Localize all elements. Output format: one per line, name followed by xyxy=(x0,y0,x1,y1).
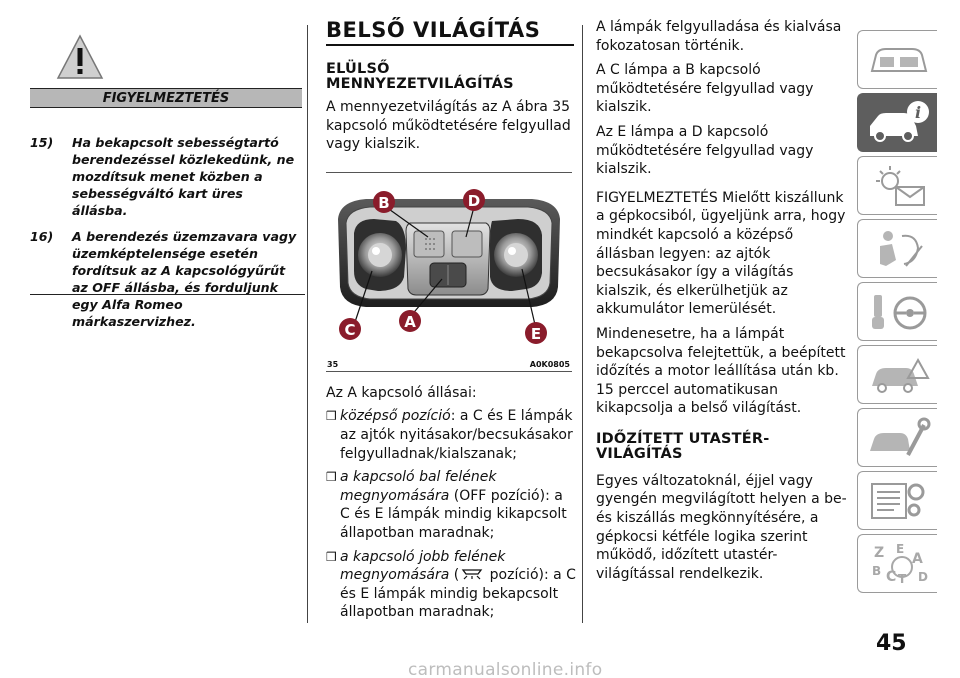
warning-item-text: Ha bekapcsolt sebességtartó berendezéssel közlekedünk, ne mozdítsuk menet közben a sebességváltó kart üres állásba. xyxy=(72,135,295,218)
callout-c xyxy=(339,318,361,340)
key-steering-wheel-icon xyxy=(866,289,932,335)
checkbox-bullet-icon: ❒ xyxy=(326,409,337,424)
paragraph: A lámpák felgyulladása és kialvása fokozatosan történik. xyxy=(596,19,842,54)
bullet-italic: a kapcsoló bal felének megnyomására xyxy=(340,469,497,504)
page-number: 45 xyxy=(876,631,907,656)
tab-dashboard[interactable] xyxy=(857,30,937,89)
warning-light-envelope-icon xyxy=(866,163,932,209)
callout-b-label: B xyxy=(378,193,390,212)
figure-code: A0K0805 xyxy=(529,359,570,369)
bullet-rest: pozíció): a C és E lámpák mindig bekapcsolt állapotban maradnak; xyxy=(340,567,576,621)
car-breakdown-icon xyxy=(866,352,932,398)
heading-rule xyxy=(326,44,574,46)
tab-car-info[interactable] xyxy=(857,93,937,152)
paragraph: Egyes változatoknál, éjjel vagy gyengén megvilágított helyen a be- és kiszállás megkönnyítésére, a gépkocsi kétféle logika szerint működő, időzített utastér-világítással rendelkezik. xyxy=(596,472,847,582)
bullet-rest: (OFF pozíció): a C és E lámpák mindig kikapcsolt állapotban maradnak; xyxy=(340,487,567,541)
svg-text:A: A xyxy=(912,551,923,567)
warning-triangle-icon xyxy=(56,34,104,80)
tab-warning-lights[interactable] xyxy=(857,156,937,215)
warning-item-text: A berendezés üzemzavara vagy üzemképtelensége esetén fordítsuk az A kapcsológyűrűt az OFF állásba, és forduljunk egy Alfa Romeo márkaszervizhez. xyxy=(72,229,297,329)
car-info-icon xyxy=(866,100,932,146)
tab-maintenance[interactable] xyxy=(857,408,937,467)
paragraph: Mindenesetre, ha a lámpát bekapcsolva felejtettük, a beépített időzítés a motor leállítása után kb. 15 perccel automatikusan kikapcsolja a belső világítást. xyxy=(596,325,846,417)
warning-item-number: 15) xyxy=(30,135,54,150)
figure-35 xyxy=(326,172,572,372)
alphabet-index-icon xyxy=(866,541,932,587)
tab-technical-data[interactable] xyxy=(857,471,937,530)
column-divider xyxy=(582,25,583,623)
warning-body xyxy=(30,134,302,339)
callout-a xyxy=(399,310,421,332)
wrench-car-icon xyxy=(866,415,932,461)
warning-title: FIGYELMEZTETÉS xyxy=(30,88,302,108)
warning-bottom-rule xyxy=(30,294,305,295)
svg-text:C: C xyxy=(886,569,897,585)
svg-text:B: B xyxy=(872,564,882,578)
figure-number: 35 xyxy=(327,359,339,369)
interior-lighting-column xyxy=(326,18,576,622)
callout-a-label: A xyxy=(404,312,416,331)
callout-e-label: E xyxy=(530,324,542,343)
paragraph: A C lámpa a B kapcsoló működtetésére felgyullad vagy kialszik. xyxy=(596,62,814,116)
callout-d xyxy=(463,189,485,211)
svg-text:E: E xyxy=(896,542,905,556)
bullet-italic: középső pozíció xyxy=(340,408,451,425)
checkbox-bullet-icon: ❒ xyxy=(326,470,337,485)
svg-text:i: i xyxy=(914,103,922,122)
tab-index[interactable] xyxy=(857,534,937,593)
warning-item-number: 16) xyxy=(30,229,54,244)
svg-text:Z: Z xyxy=(874,545,885,561)
tab-safety[interactable] xyxy=(857,219,937,278)
bullet-item xyxy=(326,548,576,622)
ceiling-light-illustration xyxy=(326,179,572,359)
column-divider xyxy=(307,25,308,623)
lighting-details-column xyxy=(596,18,848,583)
chapter-tabs xyxy=(857,30,937,597)
warning-item xyxy=(30,228,302,330)
watermark: carmanualsonline.info xyxy=(408,660,603,678)
svg-text:T: T xyxy=(898,572,907,586)
warning-item xyxy=(30,134,302,219)
bullet-item xyxy=(326,468,576,542)
bullet-rest: : a C és E lámpák az ajtók nyitásakor/becsukásakor felgyulladnak/kialszanak; xyxy=(340,408,573,462)
tab-starting-driving[interactable] xyxy=(857,282,937,341)
airbag-seat-icon xyxy=(866,226,932,272)
checkbox-bullet-icon: ❒ xyxy=(326,549,337,564)
bullet-item xyxy=(326,407,576,463)
car-dashboard-icon xyxy=(866,37,932,83)
callout-e xyxy=(525,322,547,344)
positions-intro: Az A kapcsoló állásai: xyxy=(326,384,477,401)
paragraph: A mennyezetvilágítás az A ábra 35 kapcsoló működtetésére felgyullad vagy kialszik. xyxy=(326,99,571,153)
section-heading: BELSŐ VILÁGÍTÁS xyxy=(326,18,541,42)
paragraph: Az E lámpa a D kapcsoló működtetésére felgyullad vagy kialszik. xyxy=(596,123,814,178)
svg-text:D: D xyxy=(918,570,928,584)
tab-emergency[interactable] xyxy=(857,345,937,404)
bullet-italic: a kapcsoló jobb felének megnyomására xyxy=(340,548,506,584)
front-ceiling-light-heading: ELÜLSŐ MENNYEZETVILÁGÍTÁS xyxy=(326,61,514,92)
note-paragraph: FIGYELMEZTETÉS Mielőtt kiszállunk a gépkocsiból, ügyeljünk arra, hogy mindkét kapcsoló a középső állásban legyen: az ajtók becsukásakor így a világítás kialszik, és elkerülhetjük az akkumulátor lemerülését. xyxy=(596,189,846,318)
specs-sheet-gear-icon xyxy=(866,478,932,524)
timed-lighting-heading: IDŐZÍTETT UTASTÉR-VILÁGÍTÁS xyxy=(596,430,770,462)
callout-b xyxy=(373,191,395,213)
ceiling-lamp-on-icon xyxy=(459,567,485,580)
callout-c-label: C xyxy=(344,320,356,339)
bullet-rest-before-icon: ( xyxy=(449,567,460,584)
callout-d-label: D xyxy=(467,191,481,210)
